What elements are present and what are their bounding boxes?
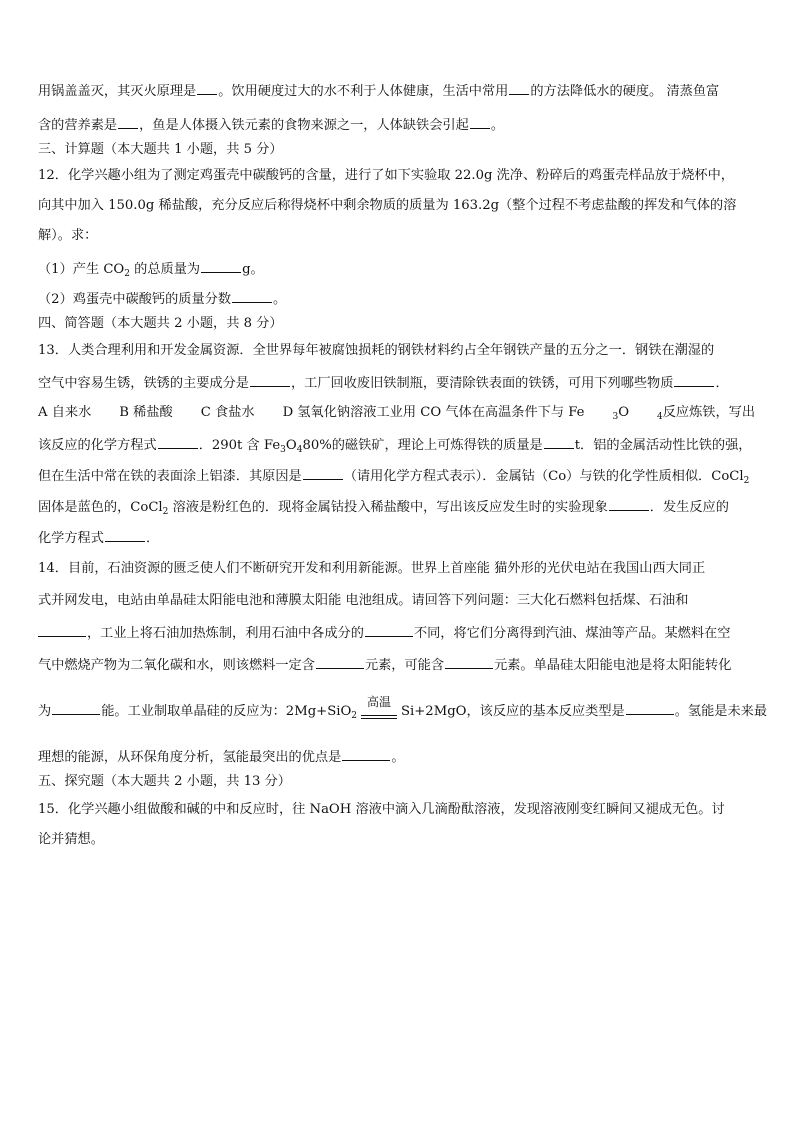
answer-blank	[52, 700, 100, 715]
answer-blank	[342, 746, 390, 761]
text-line: 该反应的化学方程式 ．290t 含 $Fe_3O_480\%$的磁铁矿，理论上可炼得铁的质量是 t．铝的金属活动性比铁的强，	[38, 434, 756, 460]
answer-blank	[250, 372, 290, 387]
answer-blank	[197, 80, 217, 95]
option-c: C 食盐水	[200, 405, 255, 420]
text-line: ，工业上将石油加热炼制，利用石油中各成分的 不同，将它们分离得到汽油、煤油等产品。某燃料在空	[38, 622, 756, 644]
answer-blank	[544, 434, 574, 449]
answer-blank	[674, 372, 714, 387]
answer-blank	[316, 654, 364, 669]
reaction-condition-sign	[359, 695, 399, 726]
text-line: 14．目前，石油资源的匮乏使人们不断研究开发和利用新能源。世界上首座能 猫外形的光伏电站在我国山西大同正	[38, 561, 706, 576]
answer-blank	[509, 80, 529, 95]
answer-blank	[470, 114, 490, 129]
section-heading: 三、计算题（本大题共 1 小题，共 5 分）	[38, 142, 283, 157]
text-line: 气中燃烧产物为二氧化碳和水，则该燃料一定含 元素，可能含 元素。单晶硅太阳能电池是将太阳能转化	[38, 654, 756, 676]
answer-blank	[105, 527, 145, 542]
reaction-condition-label: 高温	[366, 695, 391, 709]
text-line: 解）。求：	[38, 228, 98, 243]
option-b: B 稀盐酸	[119, 405, 173, 420]
answer-blank	[609, 496, 649, 511]
answer-blank	[118, 114, 138, 129]
text-line: 12．化学兴趣小组为了测定鸡蛋壳中碳酸钙的含量，进行了如下实验取 22.0g 洗净、粉碎后的鸡蛋壳样品放于烧杯中，	[38, 168, 734, 183]
answer-blank	[365, 622, 413, 637]
section-heading: 五、探究题（本大题共 2 小题，共 13 分）	[38, 774, 291, 789]
text-line: 空气中容易生锈，铁锈的主要成分是 ，工厂回收废旧铁制瓶，要清除铁表面的铁锈，可用下列哪些物质 ．	[38, 372, 756, 394]
text-line: 向其中加入 150.0g 稀盐酸，充分反应后称得烧杯中剩余物质的质量为 163.2g（整个过程不考虑盐酸的挥发和气体的溶	[38, 198, 737, 213]
text-line: 含的营养素是 ，鱼是人体摄入铁元素的食物来源之一，人体缺铁会引起 。	[38, 114, 756, 136]
text-line: （1）产生 $CO_2$ 的总质量为 g。	[38, 258, 756, 284]
equals-bar	[361, 715, 397, 719]
text-line: 但在生活中常在铁的表面涂上铝漆．其原因是 （请用化学方程式表示）．金属钴（Co）与铁的化学性质相似．CoCl$_2$	[38, 465, 756, 491]
answer-blank	[158, 434, 198, 449]
text-line: 13．人类合理利用和开发金属资源．全世界每年被腐蚀损耗的钢铁材料约占全年钢铁产量的五分之一．钢铁在潮湿的	[38, 343, 715, 358]
text-line: 用锅盖盖灭，其灭火原理是 。饮用硬度过大的水不利于人体健康，生活中常用 的方法降低水的硬度。 清蒸鱼富	[38, 80, 756, 102]
text-line: 化学方程式 ．	[38, 527, 756, 549]
text-line: 论并猜想。	[38, 832, 104, 847]
answer-blank	[201, 258, 241, 273]
text-line: 为 能。工业制取单晶硅的反应为：2Mg+SiO$_2$ 高温 Si+2MgO，该反应的基本反应类型是 。氢能是未来最	[38, 700, 756, 726]
section-heading: 四、简答题（本大题共 2 小题，共 8 分）	[38, 316, 283, 331]
text-line: 理想的能源，从环保角度分析，氢能最突出的优点是 。	[38, 746, 756, 768]
text-line: 式并网发电，电站由单晶硅太阳能电池和薄膜太阳能 电池组成。请回答下列问题：三大化石燃料包括煤、石油和	[38, 593, 689, 608]
answer-blank	[232, 288, 272, 303]
text-line: 固体是蓝色的，CoCl$_2$ 溶液是粉红色的．现将金属钴投入稀盐酸中，写出该反应发生时的实验现象 ．发生反应的	[38, 496, 756, 522]
answer-blank	[38, 622, 86, 637]
answer-blank	[303, 465, 343, 480]
text-line: （2）鸡蛋壳中碳酸钙的质量分数 。	[38, 288, 756, 310]
answer-blank	[626, 700, 674, 715]
options-line	[38, 403, 756, 427]
option-a: A 自来水	[38, 405, 92, 420]
text-line: 15．化学兴趣小组做酸和碱的中和反应时，往 NaOH 溶液中滴入几滴酚酞溶液，发现溶液刚变红瞬间又褪成无色。讨	[38, 802, 725, 817]
answer-blank	[445, 654, 493, 669]
option-d: D 氢氧化钠溶液工业用 CO 气体在高温条件下与 Fe $_3$O $_4$反应炼铁，写出	[282, 405, 756, 422]
